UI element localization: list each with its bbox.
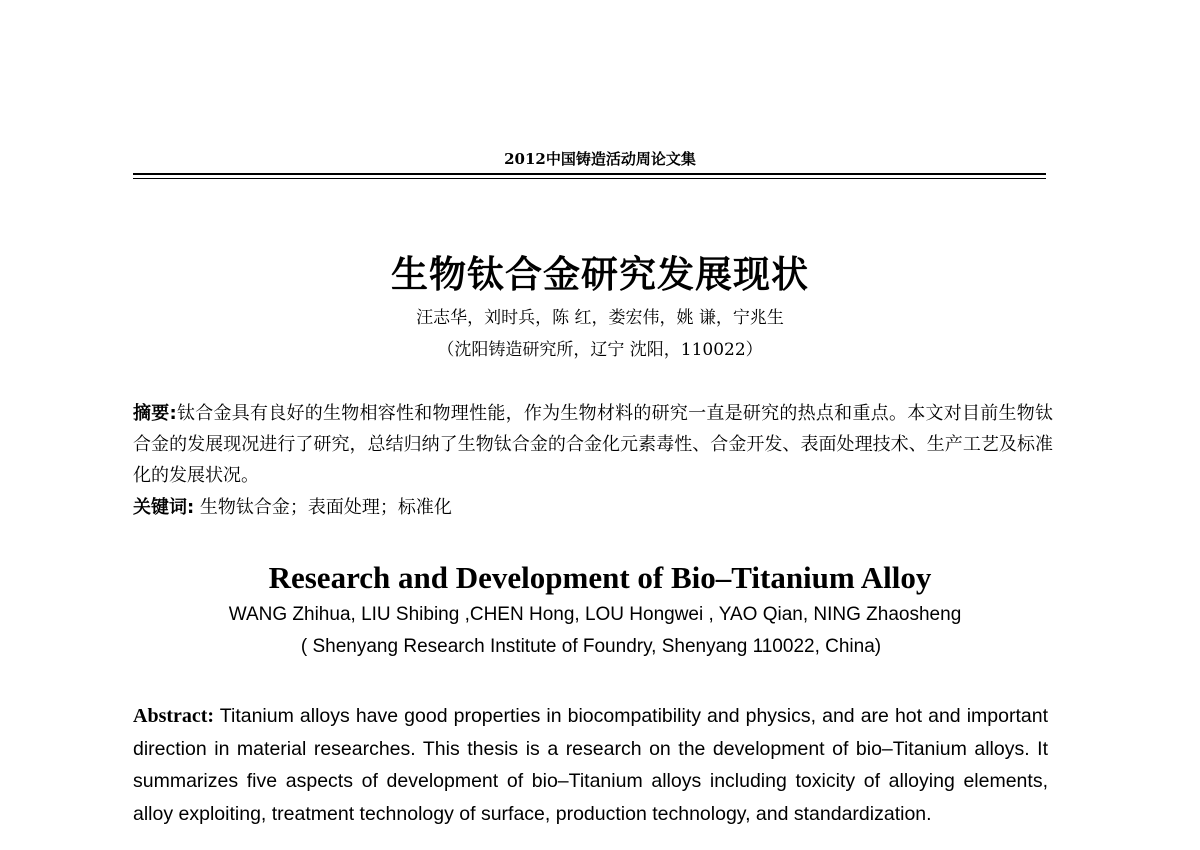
chinese-abstract-text: 钛合金具有良好的生物相容性和物理性能，作为生物材料的研究一直是研究的热点和重点。本文对目前生物钛合金的发展现况进行了研究，总结归纳了生物钛合金的合金化元素毒性、合金开发、表面处理技术、生产工艺及标准化的发展状况。 — [133, 403, 1053, 486]
chinese-keywords-label: 关键词: — [133, 497, 195, 518]
english-title: Research and Development of Bio–Titanium Alloy — [268, 560, 932, 595]
english-abstract-text: Titanium alloys have good properties in biocompatibility and physics, and are hot and important direction in material researches. This thesis is a research on the development of bio–Titanium alloys. It summarizes five aspects of development of bio–Titanium alloys including toxicity of alloying elements, alloy exploiting, treatment technology of surface, production technology, and standardization. — [133, 705, 1048, 825]
header-rule-thin — [133, 178, 1046, 179]
chinese-keywords-text: 生物钛合金；表面处理；标准化 — [194, 497, 452, 518]
chinese-keywords — [133, 492, 1053, 523]
chinese-abstract — [133, 398, 1053, 491]
chinese-authors: 汪志华，刘时兵，陈 红，娄宏伟，姚 谦，宁兆生 — [416, 308, 784, 328]
english-affiliation: ( Shenyang Research Institute of Foundry, Shenyang 110022, China) — [300, 636, 882, 657]
english-authors: WANG Zhihua, LIU Shibing ,CHEN Hong, LOU Hongwei , YAO Qian, NING Zhaosheng — [228, 604, 962, 625]
chinese-affiliation: （沈阳铸造研究所，辽宁 沈阳，110022） — [437, 340, 763, 360]
header-rule-thick — [133, 173, 1046, 175]
english-abstract — [133, 700, 1048, 830]
chinese-abstract-label: 摘要: — [133, 403, 177, 424]
chinese-title: 生物钛合金研究发展现状 — [391, 253, 809, 296]
running-header: 2012中国铸造活动周论文集 — [504, 150, 696, 168]
english-abstract-label: Abstract: — [133, 705, 215, 727]
